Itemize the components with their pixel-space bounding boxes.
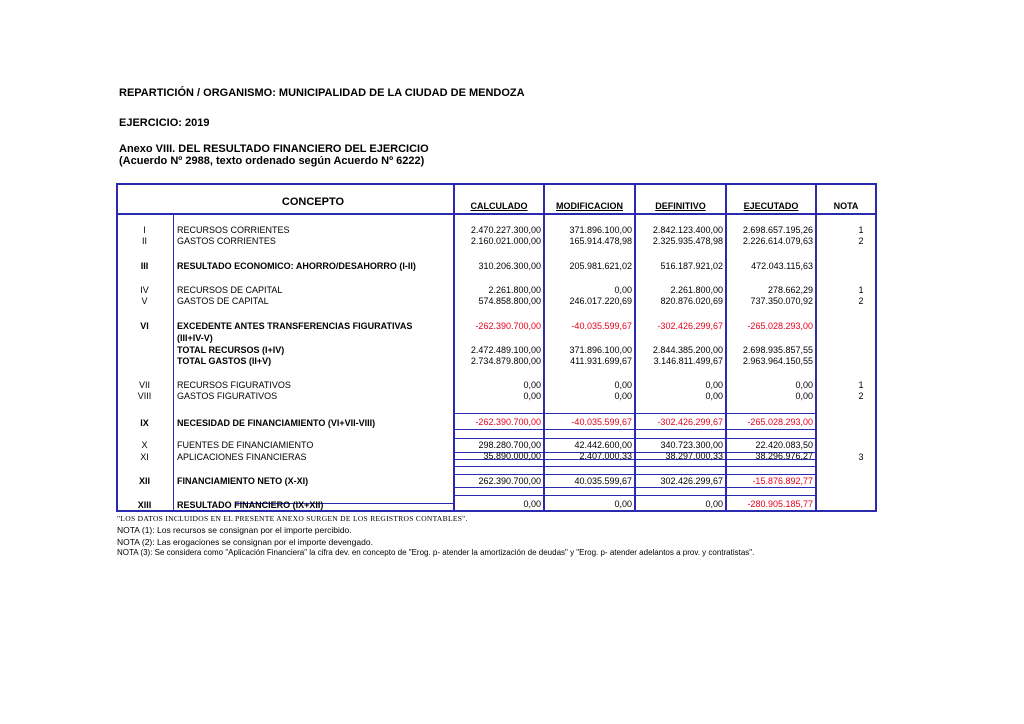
cell-ejecutado: 0,00 <box>795 380 813 390</box>
row-code: XIII <box>137 500 152 510</box>
row-code: VI <box>140 321 149 331</box>
cell-nota: 2 <box>858 296 864 306</box>
cell-definitivo: 516.187.921,02 <box>660 261 723 271</box>
row-label: GASTOS CORRIENTES <box>177 236 276 246</box>
table-border-top <box>116 183 877 185</box>
row-code: II <box>141 236 147 246</box>
row-code: V <box>141 296 148 306</box>
row-code: I <box>143 225 146 235</box>
cell-definitivo: 0,00 <box>705 391 723 401</box>
cell-definitivo: 2.325.935.478,98 <box>652 236 723 246</box>
cell-modificacion: 0,00 <box>614 499 632 509</box>
row-label: EXCEDENTE ANTES TRANSFERENCIAS FIGURATIVAS <box>177 321 413 331</box>
row-label: GASTOS DE CAPITAL <box>177 296 269 306</box>
ejercicio-title: EJERCICIO: 2019 <box>119 117 210 129</box>
cell-ejecutado: 2.698.657.195,26 <box>742 225 813 235</box>
cell-modificacion: 205.981.621,02 <box>569 261 632 271</box>
cell-ejecutado: -280.905.185,77 <box>747 499 813 509</box>
cell-ejecutado: -265.028.293,00 <box>747 417 813 427</box>
row-code: IX <box>140 418 149 428</box>
header-calculado: CALCULADO <box>470 201 528 211</box>
row-label: RECURSOS DE CAPITAL <box>177 285 283 295</box>
organismo-title: REPARTICIÓN / ORGANISMO: MUNICIPALIDAD DE LA CIUDAD DE MENDOZA <box>119 87 525 99</box>
nota-2: NOTA (2): Las erogaciones se consignan por el importe devengado. <box>117 537 373 547</box>
cell-definitivo: 340.723.300,00 <box>660 440 723 450</box>
header-ejecutado: EJECUTADO <box>743 201 799 211</box>
cell-modificacion: 42.442.600,00 <box>574 440 632 450</box>
cell-ejecutado: -265.028.293,00 <box>747 321 813 331</box>
cell-calculado: 310.206.300,00 <box>478 261 541 271</box>
cell-definitivo: 0,00 <box>705 380 723 390</box>
row-label: RECURSOS CORRIENTES <box>177 225 290 235</box>
cell-definitivo: 0,00 <box>705 499 723 509</box>
header-nota: NOTA <box>833 201 859 211</box>
cell-definitivo: -302.426.299,67 <box>657 417 723 427</box>
row-rule <box>454 413 817 414</box>
cell-modificacion: 2.407.000,33 <box>579 451 632 461</box>
row-rule <box>454 429 817 430</box>
row-rule <box>454 487 817 488</box>
cell-calculado: -262.390.700,00 <box>475 417 541 427</box>
cell-definitivo: 3.146.811.499,67 <box>653 356 723 366</box>
row-code: XI <box>140 452 149 462</box>
header-concepto: CONCEPTO <box>281 196 345 208</box>
row-code: IV <box>140 285 149 295</box>
row-code: X <box>141 440 148 450</box>
cell-modificacion: 165.914.478,98 <box>569 236 632 246</box>
cell-calculado: 2.472.489.100,00 <box>470 345 541 355</box>
row-label: FINANCIAMIENTO NETO (X-XI) <box>177 476 309 486</box>
cell-modificacion: 0,00 <box>614 285 632 295</box>
cell-modificacion: 0,00 <box>614 391 632 401</box>
anexo-title: Anexo VIII. DEL RESULTADO FINANCIERO DEL EJERCICIO <box>119 143 429 155</box>
cell-calculado: 0,00 <box>523 380 541 390</box>
cell-calculado: 0,00 <box>523 499 541 509</box>
cell-calculado: 35.890.000,00 <box>483 451 541 461</box>
row-label: TOTAL RECURSOS (I+IV) <box>177 345 285 355</box>
row-rule <box>454 495 817 496</box>
cell-definitivo: 820.876.020,69 <box>660 296 723 306</box>
cell-modificacion: 40.035.599,67 <box>574 476 632 486</box>
cell-ejecutado: 2.698.935.857,55 <box>742 345 813 355</box>
row-label: APLICACIONES FINANCIERAS <box>177 452 307 462</box>
cell-calculado: 0,00 <box>523 391 541 401</box>
cell-modificacion: -40.035.599,67 <box>571 417 632 427</box>
row-label: RECURSOS FIGURATIVOS <box>177 380 291 390</box>
row-rule <box>454 438 817 439</box>
cell-nota: 2 <box>858 391 864 401</box>
cell-ejecutado: 737.350.070,92 <box>750 296 813 306</box>
row-rule <box>454 474 817 475</box>
header-divider <box>116 213 877 215</box>
row-label: TOTAL GASTOS (II+V) <box>177 356 272 366</box>
cell-ejecutado: -15.876.892,77 <box>752 476 813 486</box>
cell-ejecutado: 278.662,29 <box>767 285 813 295</box>
col-divider-code <box>173 213 174 512</box>
cell-modificacion: 371.896.100,00 <box>569 345 632 355</box>
row-code: VIII <box>137 391 152 401</box>
cell-nota: 1 <box>858 380 864 390</box>
cell-calculado: 2.160.021.000,00 <box>470 236 541 246</box>
cell-modificacion: 371.896.100,00 <box>569 225 632 235</box>
nota-3: NOTA (3): Se considera como "Aplicación Financiera" la cifra dev. en concepto de "Erog. p- atender la amortización de deudas" y "Erog. p- atender adelantos a prov. y contratistas". <box>117 548 755 557</box>
row-label: RESULTADO FINANCIERO (IX+XII) <box>177 500 324 510</box>
cell-nota: 3 <box>858 452 864 462</box>
cell-ejecutado: 2.226.614.079,63 <box>742 236 813 246</box>
cell-calculado: 298.280.700,00 <box>478 440 541 450</box>
row-code: XII <box>138 476 150 486</box>
row-label: FUENTES DE FINANCIAMIENTO <box>177 440 314 450</box>
nota-1: NOTA (1): Los recursos se consignan por el importe percibido. <box>117 525 352 535</box>
cell-modificacion: 246.017.220,69 <box>569 296 632 306</box>
table-border-bottom <box>116 510 877 512</box>
header-definitivo: DEFINITIVO <box>655 201 706 211</box>
acuerdo-subtitle: (Acuerdo Nº 2988, texto ordenado según Acuerdo Nº 6222) <box>119 155 425 167</box>
row-label: GASTOS FIGURATIVOS <box>177 391 278 401</box>
cell-nota: 2 <box>858 236 864 246</box>
cell-modificacion: 411.931.699,67 <box>570 356 632 366</box>
cell-calculado: 2.261.800,00 <box>488 285 541 295</box>
row-code: VII <box>138 380 150 390</box>
cell-ejecutado: 2.963.964.150,55 <box>742 356 813 366</box>
cell-nota: 1 <box>858 285 864 295</box>
cell-ejecutado: 22.420.083,50 <box>755 440 813 450</box>
cell-definitivo: 38.297.000,33 <box>665 451 723 461</box>
cell-definitivo: 2.842.123.400,00 <box>652 225 723 235</box>
cell-ejecutado: 38.296.976,27 <box>755 451 813 461</box>
cell-modificacion: -40.035.599,67 <box>571 321 632 331</box>
header-modificacion: MODIFICACION <box>556 201 623 211</box>
cell-ejecutado: 0,00 <box>795 391 813 401</box>
cell-nota: 1 <box>858 225 864 235</box>
cell-calculado: -262.390.700,00 <box>475 321 541 331</box>
cell-ejecutado: 472.043.115,63 <box>751 261 813 271</box>
cell-definitivo: 302.426.299,67 <box>660 476 723 486</box>
resultado-financiero-table <box>116 183 877 512</box>
cell-definitivo: 2.844.385.200,00 <box>652 345 723 355</box>
cell-calculado: 2.470.227.300,00 <box>470 225 541 235</box>
row-rule <box>454 466 817 467</box>
cell-calculado: 574.858.800,00 <box>478 296 541 306</box>
cell-definitivo: 2.261.800,00 <box>670 285 723 295</box>
source-note: "LOS DATOS INCLUIDOS EN EL PRESENTE ANEXO SURGEN DE LOS REGISTROS CONTABLES". <box>117 514 468 523</box>
row-label: RESULTADO ECONOMICO: AHORRO/DESAHORRO (I-II) <box>177 261 416 271</box>
row-code: III <box>140 261 149 271</box>
cell-modificacion: 0,00 <box>614 380 632 390</box>
row-label: NECESIDAD DE FINANCIAMIENTO (VI+VII-VIII) <box>177 418 376 428</box>
cell-definitivo: -302.426.299,67 <box>657 321 723 331</box>
cell-calculado: 2.734.879.800,00 <box>470 356 541 366</box>
row-label-continuation: (III+IV-V) <box>177 333 213 343</box>
cell-calculado: 262.390.700,00 <box>478 476 541 486</box>
